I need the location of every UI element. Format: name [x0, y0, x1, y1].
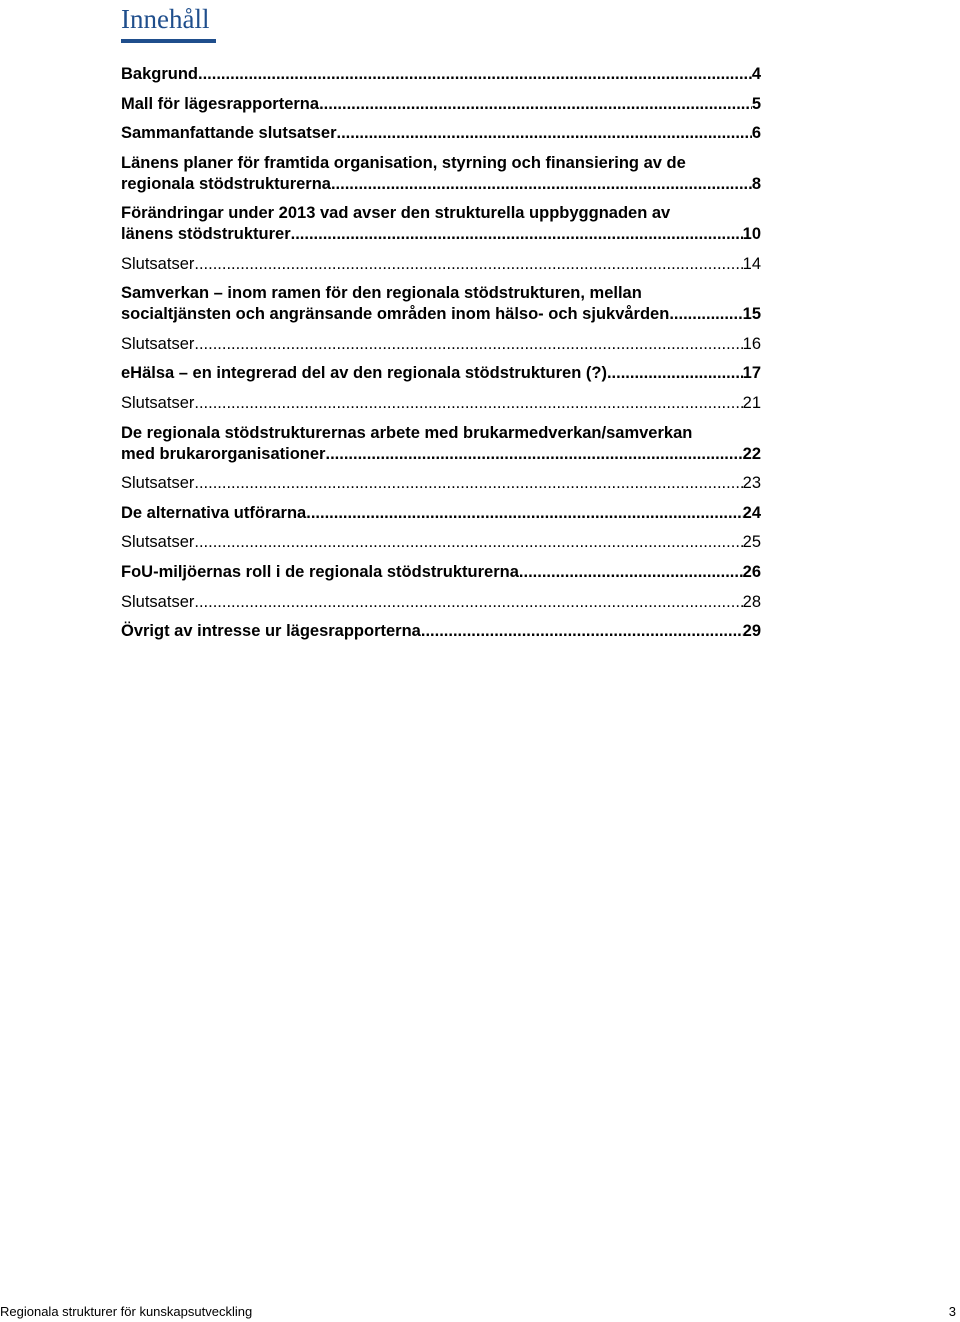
- toc-page-number: 16: [742, 334, 761, 353]
- toc-entry[interactable]: [121, 94, 761, 115]
- toc-dot-leader: [519, 562, 743, 583]
- toc-entry[interactable]: [121, 334, 761, 355]
- toc-page-number: 8: [751, 174, 761, 193]
- toc-entry-title: Länens planer för framtida organisation, styrning och finansiering av de: [121, 153, 686, 172]
- toc-dot-leader: [194, 592, 742, 613]
- toc-page-number: 25: [742, 533, 761, 551]
- toc-dot-leader: [194, 393, 742, 414]
- toc-entry-title: De regionala stödstrukturernas arbete med brukarmedverkan/samverkan: [121, 423, 693, 442]
- toc-page-number: 17: [742, 364, 761, 382]
- toc-entry-title: FoU-miljöernas roll i de regionala stödstrukturerna: [121, 562, 519, 581]
- toc-dot-leader: [607, 363, 743, 384]
- toc-dot-leader: [194, 473, 742, 494]
- toc-entry-title: Samverkan – inom ramen för den regionala stödstrukturen, mellan: [121, 284, 642, 302]
- toc-dot-leader: [194, 334, 742, 355]
- toc-entry-title: Förändringar under 2013 vad avser den strukturella uppbyggnaden av: [121, 204, 671, 222]
- toc-entry-title: länens stödstrukturer: [121, 225, 291, 243]
- toc-page-number: 23: [742, 474, 761, 492]
- toc-entry-title: regionala stödstrukturerna: [121, 174, 331, 193]
- toc-page-number: 14: [742, 254, 761, 273]
- toc-entry-title: Övrigt av intresse ur lägesrapporterna: [121, 622, 421, 640]
- toc-entry[interactable]: [121, 562, 761, 583]
- toc-dot-leader: [319, 94, 752, 115]
- toc-entry-title: Slutsatser: [121, 334, 195, 353]
- toc-dot-leader: [306, 503, 742, 524]
- toc-dot-leader: [331, 174, 752, 195]
- title-underline: [121, 39, 216, 43]
- toc-entry[interactable]: [121, 532, 761, 553]
- toc-page-number: 21: [742, 394, 761, 412]
- toc-page-number: 22: [742, 444, 761, 463]
- toc-entry[interactable]: [121, 203, 761, 245]
- toc-entry-title: eHälsa – en integrerad del av den regionala stödstrukturen (?): [121, 364, 607, 382]
- toc-entry[interactable]: [121, 592, 761, 613]
- toc-heading: [121, 0, 216, 43]
- toc-dot-leader: [291, 224, 743, 245]
- toc-page-number: 5: [751, 94, 761, 113]
- toc-dot-leader: [421, 621, 743, 642]
- toc-entry[interactable]: [121, 64, 761, 85]
- toc-entry-title: Slutsatser: [121, 254, 195, 273]
- toc-entry-title: med brukarorganisationer: [121, 444, 326, 463]
- toc-entry-title: Bakgrund: [121, 65, 199, 83]
- toc-dot-leader: [337, 123, 752, 144]
- toc-entry[interactable]: [121, 363, 761, 384]
- toc-entry[interactable]: [121, 153, 761, 195]
- toc-entry-title: Mall för lägesrapporterna: [121, 94, 320, 113]
- toc-entry[interactable]: [121, 503, 761, 524]
- toc-dot-leader: [325, 444, 742, 465]
- toc-page-number: 29: [742, 622, 761, 640]
- toc-page-number: 4: [751, 65, 761, 83]
- toc-entry-title: Sammanfattande slutsatser: [121, 124, 337, 142]
- toc-dot-leader: [194, 532, 742, 553]
- toc-dot-leader: [194, 254, 742, 275]
- toc-dot-leader: [198, 64, 752, 85]
- toc-page-number: 15: [742, 305, 761, 323]
- page-title: Innehåll: [121, 4, 210, 34]
- toc-entry-title: Slutsatser: [121, 474, 195, 492]
- toc-entry[interactable]: [121, 123, 761, 144]
- toc-entry[interactable]: [121, 423, 761, 465]
- toc-entry[interactable]: [121, 254, 761, 275]
- footer-document-title: Regionala strukturer för kunskapsutveckling: [0, 1304, 253, 1319]
- toc-page-number: 28: [742, 592, 761, 611]
- toc-page-number: 10: [742, 225, 761, 243]
- toc-page-number: 6: [751, 124, 761, 142]
- toc-page-number: 24: [742, 503, 761, 522]
- toc-entry-title: Slutsatser: [121, 592, 195, 611]
- toc-entry-title: socialtjänsten och angränsande områden inom hälso- och sjukvården: [121, 305, 670, 323]
- toc-entry[interactable]: [121, 621, 761, 642]
- table-of-contents: [121, 64, 761, 642]
- toc-entry[interactable]: [121, 473, 761, 494]
- toc-dot-leader: [669, 304, 742, 325]
- toc-entry-title: Slutsatser: [121, 533, 195, 551]
- toc-page-number: 26: [742, 562, 761, 581]
- toc-entry-title: De alternativa utförarna: [121, 503, 307, 522]
- toc-entry[interactable]: [121, 393, 761, 414]
- toc-entry-title: Slutsatser: [121, 394, 195, 412]
- toc-entry[interactable]: [121, 283, 761, 325]
- footer-page-number: 3: [948, 1304, 956, 1319]
